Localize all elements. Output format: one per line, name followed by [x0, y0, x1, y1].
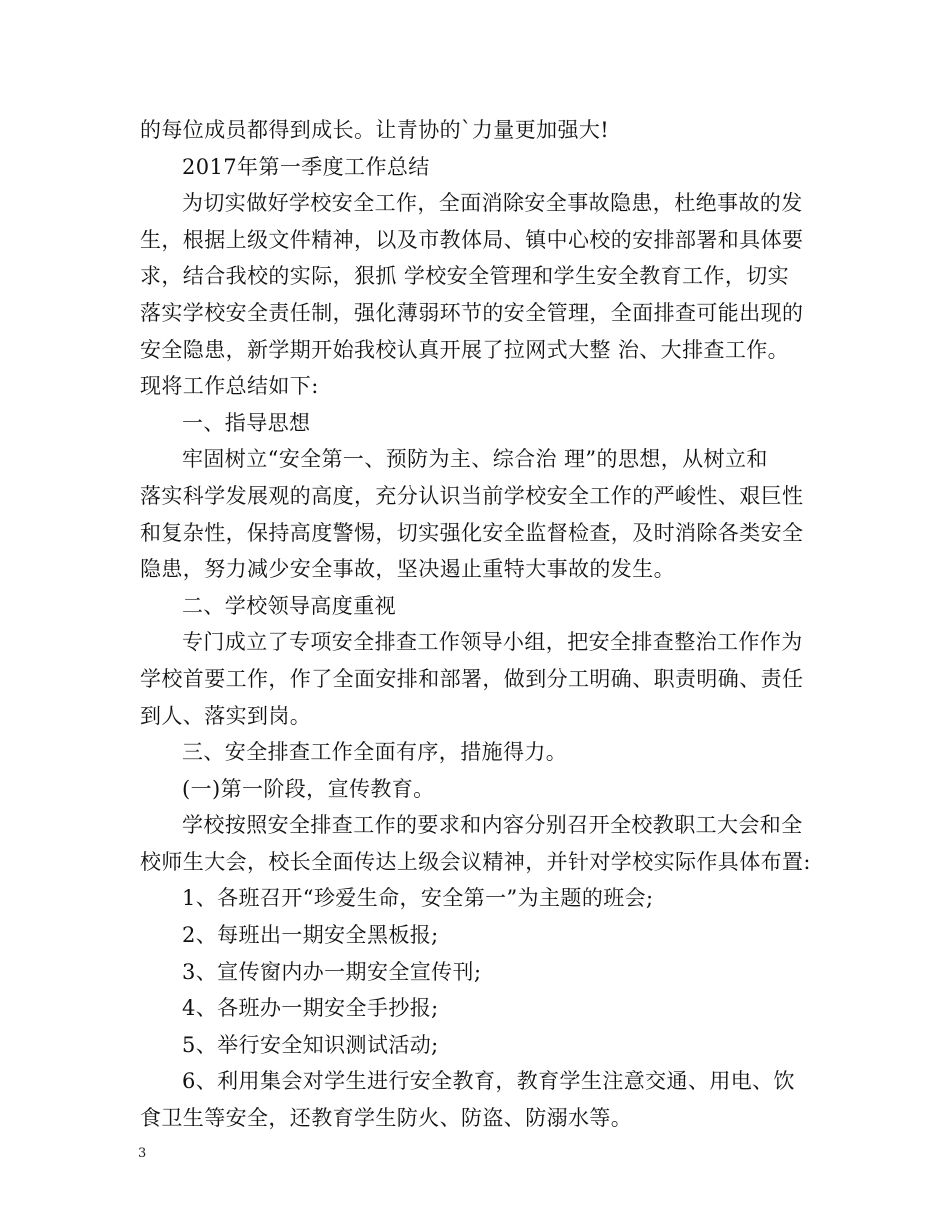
body-line: 专门成立了专项安全排查工作领导小组，把安全排查整治工作作为 [182, 630, 803, 655]
list-item: 1、各班召开“珍爱生命，安全第一”为主题的班会; [182, 886, 654, 911]
document-body [140, 112, 812, 1137]
body-line: 学校按照安全排查工作的要求和内容分别召开全校教职工大会和全 [182, 813, 803, 838]
section-heading: 二、学校领导高度重视 [182, 593, 396, 618]
section-heading: 三、安全排查工作全面有序，措施得力。 [182, 740, 568, 765]
body-line: 落实学校安全责任制，强化薄弱环节的安全管理，全面排查可能出现的 [140, 300, 804, 325]
body-line: 安全隐患，新学期开始我校认真开展了拉网式大整 治、大排查工作。 [140, 337, 790, 362]
section-title: 2017年第一季度工作总结 [182, 154, 430, 179]
body-line: 和复杂性，保持高度警惕，切实强化安全监督检查，及时消除各类安全 [140, 520, 804, 545]
list-item: 6、利用集会对学生进行安全教育，教育学生注意交通、用电、饮 [182, 1069, 795, 1094]
body-line: 隐患，努力减少安全事故，坚决遏止重特大事故的发生。 [140, 557, 675, 582]
subsection-heading: (一)第一阶段，宣传教育。 [182, 776, 435, 801]
body-line: 为切实做好学校安全工作，全面消除安全事故隐患，杜绝事故的发 [182, 191, 803, 216]
list-item: 5、举行安全知识测试活动; [182, 1032, 439, 1057]
list-item-continuation: 食卫生等安全，还教育学生防火、防盗、防溺水等。 [140, 1106, 633, 1131]
page-number: 3 [138, 1146, 147, 1161]
body-line: 校师生大会，校长全面传达上级会议精神，并针对学校实际作具体布置: [140, 849, 811, 874]
body-line: 求，结合我校的实际，狠抓 学校安全管理和学生安全教育工作，切实 [140, 264, 790, 289]
body-line: 的每位成员都得到成长。让青协的`力量更加强大! [140, 118, 610, 142]
section-heading: 一、指导思想 [182, 410, 311, 435]
body-line: 牢固树立“安全第一、预防为主、综合治 理”的思想，从树立和 [182, 447, 768, 472]
body-line: 生，根据上级文件精神，以及市教体局、镇中心校的安排部署和具体要 [140, 227, 804, 252]
list-item: 3、宣传窗内办一期安全宣传刊; [182, 959, 482, 984]
body-line: 学校首要工作，作了全面安排和部署，做到分工明确、职责明确、责任 [140, 666, 804, 691]
body-line: 落实科学发展观的高度，充分认识当前学校安全工作的严峻性、艰巨性 [140, 483, 804, 508]
list-item: 4、各班办一期安全手抄报; [182, 996, 439, 1021]
body-line: 现将工作总结如下: [140, 374, 319, 399]
body-line: 到人、落实到岗。 [140, 703, 312, 728]
list-item: 2、每班出一期安全黑板报; [182, 923, 439, 948]
